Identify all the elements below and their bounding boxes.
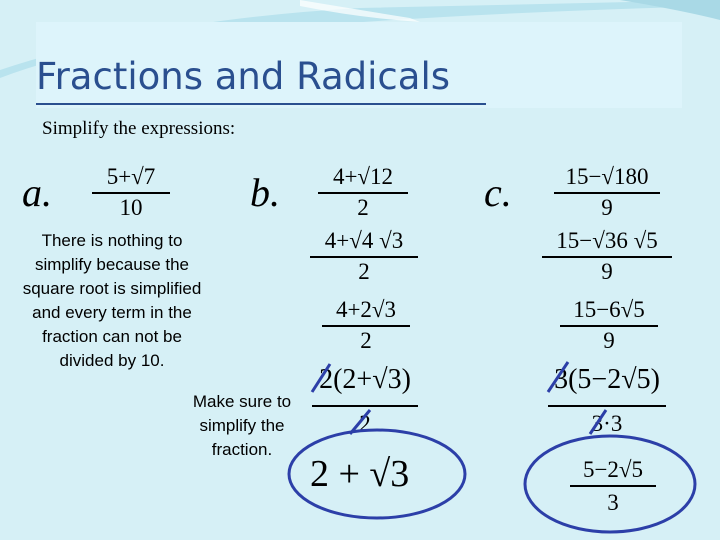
part-a-note: There is nothing to simplify because the square root is simplified and every term in the fraction can not be divided by 10.	[22, 231, 202, 370]
part-c-step-1-numerator: 15−√180	[565, 164, 649, 189]
part-c-step-2-numerator: 15−√36 √5	[556, 228, 658, 253]
part-a-numerator: 5+√7	[106, 164, 156, 189]
part-c-step-4-numerator: 3(5−2√5)	[554, 364, 660, 395]
part-b-step-1-denominator: 2	[357, 195, 369, 220]
part-b-step-4-numerator: 2(2+√3)	[319, 364, 411, 395]
fraction-bar	[548, 405, 666, 407]
part-b-step-1	[318, 163, 408, 221]
part-b-step-3-numerator: 4+2√3	[335, 297, 397, 322]
part-b-step-4	[312, 362, 418, 436]
fraction-bar	[554, 192, 660, 194]
subtitle: Simplify the expressions:	[42, 118, 236, 139]
fraction-bar	[560, 325, 658, 327]
fraction-bar	[322, 325, 410, 327]
part-b-step-2-denominator: 2	[358, 259, 370, 284]
slide-title: Fractions and Radicals	[36, 55, 451, 98]
part-b-step-3-denominator: 2	[360, 328, 372, 353]
part-b-letter: b.	[250, 170, 280, 215]
part-b-step-4-denominator: 2	[359, 411, 371, 436]
part-c-step-1-denominator: 9	[601, 195, 613, 220]
part-c-step-4	[548, 362, 666, 436]
part-b-step-1-numerator: 4+√12	[332, 164, 394, 189]
fraction-bar	[92, 192, 170, 194]
part-c-step-2	[542, 227, 672, 285]
fraction-bar	[310, 256, 418, 258]
part-a-denominator: 10	[119, 195, 143, 220]
fraction-bar	[570, 485, 656, 487]
part-a-letter: a.	[22, 170, 52, 215]
part-b-step-2	[310, 227, 418, 285]
part-c-answer-denominator: 3	[607, 490, 619, 515]
part-b-note: Make sure to simplify the fraction.	[192, 392, 292, 459]
part-b-step-2-numerator: 4+√4 √3	[324, 228, 404, 253]
part-c-step-1	[554, 163, 660, 221]
part-c-step-4-denominator: 3·3	[591, 411, 623, 436]
part-a-expression	[92, 163, 170, 221]
part-c-step-3-denominator: 9	[603, 328, 615, 353]
part-c-step-2-denominator: 9	[601, 259, 613, 284]
part-c-step-3-numerator: 15−6√5	[573, 297, 645, 322]
fraction-bar	[312, 405, 418, 407]
fraction-bar	[542, 256, 672, 258]
title-underline	[36, 103, 486, 105]
part-c-answer	[570, 456, 656, 518]
fraction-bar	[318, 192, 408, 194]
part-c-answer-numerator: 5−2√5	[582, 457, 644, 482]
part-c-letter: c.	[484, 170, 512, 215]
part-b-answer: 2 + √3	[310, 453, 410, 495]
part-c-step-3	[560, 296, 658, 354]
part-b-step-3	[322, 296, 410, 354]
